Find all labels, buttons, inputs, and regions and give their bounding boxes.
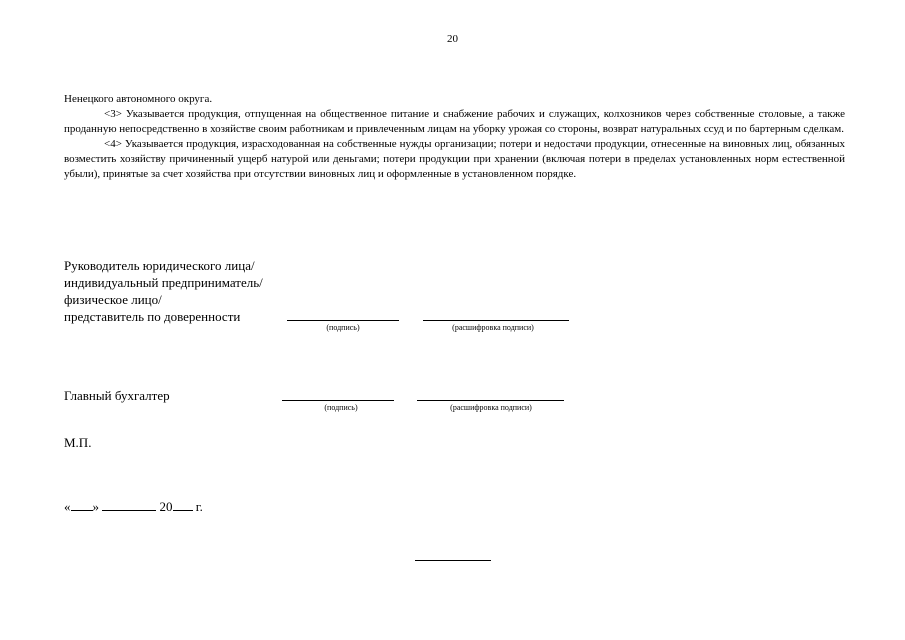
footnote-continuation: Ненецкого автономного округа. [64,93,213,105]
head-label-line-1: Руководитель юридического лица/ [64,258,255,273]
month-blank [102,499,156,511]
accountant-decoding-line [417,400,564,401]
stamp-label: М.П. [64,435,92,450]
footnote-3: <3> Указывается продукция, отпущенная на общественное питание и снабжение рабочих и служащих, колхозников через собственные столовые, а также проданную непосредственно в хозяйстве своим работникам и привлеченным лицам на уборку урожая со стороны, возврат натуральных ссуд и по бартерным сделкам. [64,108,845,135]
date-close-quote: » [92,499,99,514]
footnotes-section [64,92,845,182]
date-open-quote: « [64,499,71,514]
head-signature-caption: (подпись) [326,323,360,332]
head-label-line-4: представитель по доверенности [64,309,241,324]
head-decoding-caption: (расшифровка подписи) [452,323,534,332]
footer-rule [415,560,491,561]
head-decoding-line [423,320,569,321]
head-signature-line [287,320,399,321]
head-signature-label [64,257,294,325]
year-blank [173,499,193,511]
year-prefix: 20 [159,499,173,514]
accountant-signature-line [282,400,394,401]
chief-accountant-label: Главный бухгалтер [64,388,170,403]
accountant-signature-caption: (подпись) [324,403,358,412]
page-number: 20 [447,33,458,45]
accountant-decoding-caption: (расшифровка подписи) [450,403,532,412]
head-label-line-3: физическое лицо/ [64,292,162,307]
day-blank [71,499,93,511]
footnote-4: <4> Указывается продукция, израсходованная на собственные нужды организации; потери и недостачи продукции, отнесенные на виновных лиц, обязанных возместить хозяйству причиненный ущерб натурой или деньгами; потери продукции при хранении (включая потери в пределах установленных норм естественной убыли), принятые за счет хозяйства при отсутствии виновных лиц и оформленные в установленном порядке. [64,138,845,180]
head-label-line-2: индивидуальный предприниматель/ [64,275,263,290]
date-line [64,499,203,515]
year-suffix: г. [195,499,203,514]
